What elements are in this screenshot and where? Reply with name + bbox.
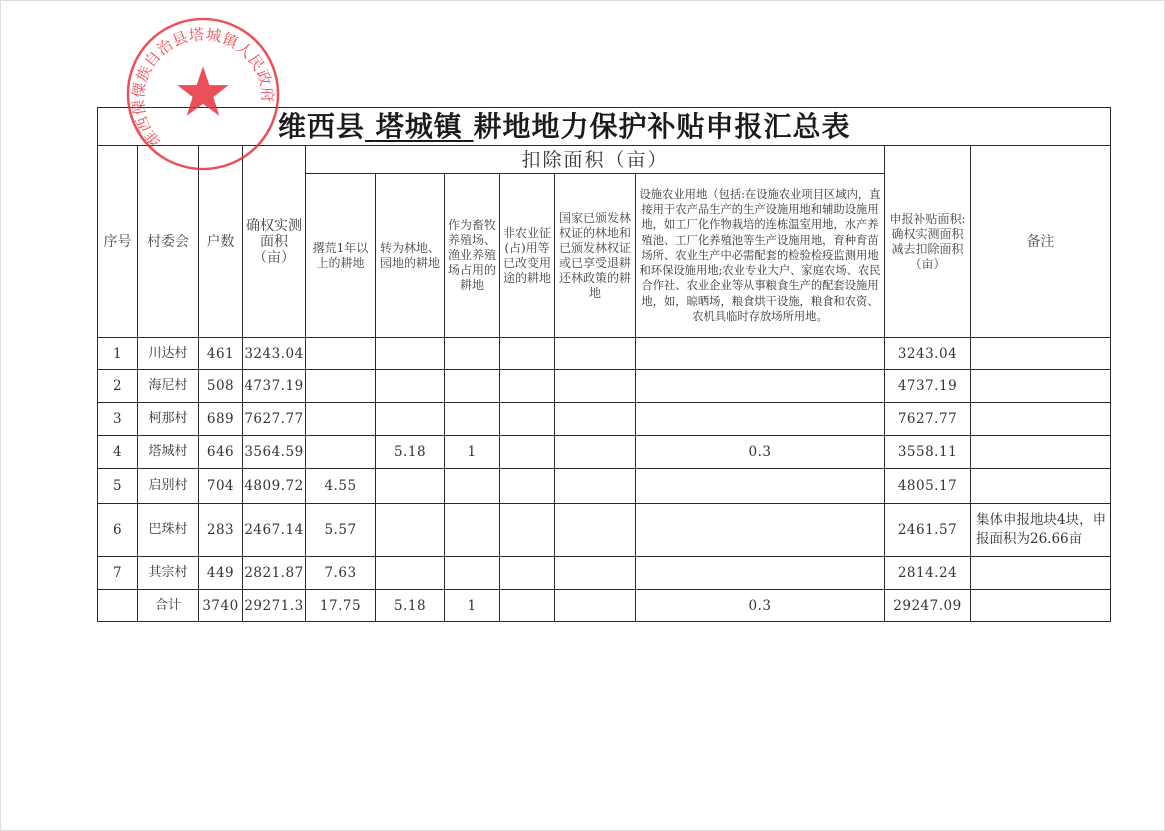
cell-households: 704 [199,469,243,504]
header-deduction-group: 扣除面积（亩） [306,146,885,174]
cell-area: 2467.14 [243,504,306,557]
table-row [98,557,1111,590]
cell-converted: 5.18 [376,590,445,622]
cell-facility: 0.3 [636,590,885,622]
cell-subsidy: 4737.19 [885,370,971,403]
cell-nonagri [500,338,555,370]
subsidy-summary-table [97,107,1111,622]
cell-households: 449 [199,557,243,590]
cell-livestock [445,469,500,504]
cell-forest [555,469,636,504]
cell-seq: 3 [98,403,138,436]
cell-subsidy: 3243.04 [885,338,971,370]
cell-note [971,338,1111,370]
title-suffix: 耕地地力保护补贴申报汇总表 [473,109,851,143]
cell-converted [376,557,445,590]
cell-subsidy: 3558.11 [885,436,971,469]
cell-area: 3243.04 [243,338,306,370]
header-subsidy-area: 申报补贴面积:确权实测面积减去扣除面积（亩） [885,146,971,338]
cell-village: 合计 [138,590,199,622]
cell-area: 29271.3 [243,590,306,622]
cell-village: 川达村 [138,338,199,370]
cell-livestock: 1 [445,590,500,622]
cell-village: 其宗村 [138,557,199,590]
cell-forest [555,370,636,403]
cell-facility [636,557,885,590]
cell-abandoned [306,403,376,436]
cell-area: 4809.72 [243,469,306,504]
cell-abandoned: 5.57 [306,504,376,557]
cell-note [971,436,1111,469]
header-remarks: 备注 [971,146,1111,338]
cell-abandoned: 17.75 [306,590,376,622]
cell-seq: 2 [98,370,138,403]
cell-livestock [445,403,500,436]
cell-facility [636,403,885,436]
cell-households: 508 [199,370,243,403]
cell-note [971,370,1111,403]
cell-nonagri [500,504,555,557]
header-facility-agriculture: 设施农业用地（包括:在设施农业项目区域内，直接用于农产品生产的生产设施用地和辅助设施用地，如工厂化作物栽培的连栋温室用地，水产养殖池、工厂化养殖池等生产设施用地，育种育苗场所、农业生产中必需配套的检验检疫监测用地和环保设施用地;农业专业大户、家庭农场、农民合作社、农业企业等从事粮食生产的配套设施用地，如，晾晒场，粮食烘干设施，粮食和农资、农机具临时存放场所用地。 [636,174,885,338]
cell-seq: 7 [98,557,138,590]
header-households: 户数 [199,146,243,338]
cell-note [971,469,1111,504]
cell-forest [555,338,636,370]
cell-seq [98,590,138,622]
cell-seq: 1 [98,338,138,370]
cell-note: 集体申报地块4块，申报面积为26.66亩 [971,504,1111,557]
cell-nonagri [500,403,555,436]
cell-village: 塔城村 [138,436,199,469]
cell-forest [555,590,636,622]
title-town [365,110,474,143]
cell-facility [636,338,885,370]
cell-subsidy: 2814.24 [885,557,971,590]
cell-forest [555,557,636,590]
table-row [98,469,1111,504]
cell-households: 461 [199,338,243,370]
cell-abandoned: 7.63 [306,557,376,590]
cell-facility [636,370,885,403]
cell-converted [376,370,445,403]
cell-livestock [445,557,500,590]
header-village: 村委会 [138,146,199,338]
cell-area: 3564.59 [243,436,306,469]
cell-abandoned [306,370,376,403]
cell-nonagri [500,370,555,403]
cell-village: 海尼村 [138,370,199,403]
cell-converted [376,469,445,504]
page-title [98,108,1111,146]
cell-village: 巴珠村 [138,504,199,557]
cell-facility: 0.3 [636,436,885,469]
cell-households: 3740 [199,590,243,622]
cell-seq: 6 [98,504,138,557]
cell-area: 4737.19 [243,370,306,403]
cell-area: 7627.77 [243,403,306,436]
cell-subsidy: 7627.77 [885,403,971,436]
cell-abandoned [306,338,376,370]
cell-facility [636,469,885,504]
cell-nonagri [500,436,555,469]
header-converted-forest: 转为林地、园地的耕地 [376,174,445,338]
header-abandoned-land: 撂荒1年以上的耕地 [306,174,376,338]
cell-converted: 5.18 [376,436,445,469]
total-row [98,590,1111,622]
cell-livestock [445,338,500,370]
cell-village: 柯那村 [138,403,199,436]
cell-note [971,403,1111,436]
header-seq: 序号 [98,146,138,338]
table-row [98,403,1111,436]
cell-converted [376,403,445,436]
header-nonagricultural-use: 非农业征(占)用等已改变用途的耕地 [500,174,555,338]
cell-note [971,557,1111,590]
table-row [98,370,1111,403]
header-measured-area: 确权实测面积（亩） [243,146,306,338]
cell-note [971,590,1111,622]
cell-area: 2821.87 [243,557,306,590]
seal-text: 维西傈僳族自治县塔城镇人民政府 [129,25,277,151]
cell-nonagri [500,557,555,590]
header-forest-certificate: 国家已颁发林权证的林地和已颁发林权证或已享受退耕还林政策的耕地 [555,174,636,338]
cell-forest [555,403,636,436]
header-livestock-fishery: 作为畜牧养殖场、渔业养殖场占用的耕地 [445,174,500,338]
cell-abandoned [306,436,376,469]
table-row [98,436,1111,469]
cell-households: 283 [199,504,243,557]
cell-converted [376,338,445,370]
cell-nonagri [500,469,555,504]
cell-livestock [445,504,500,557]
cell-converted [376,504,445,557]
title-town-text: 塔城镇 [375,109,463,143]
cell-subsidy: 29247.09 [885,590,971,622]
cell-subsidy: 4805.17 [885,469,971,504]
cell-livestock: 1 [445,436,500,469]
cell-households: 646 [199,436,243,469]
title-county: 维西县 [278,109,366,143]
cell-forest [555,504,636,557]
cell-village: 启别村 [138,469,199,504]
table-row [98,504,1111,557]
cell-households: 689 [199,403,243,436]
table-row [98,338,1111,370]
cell-abandoned: 4.55 [306,469,376,504]
cell-subsidy: 2461.57 [885,504,971,557]
cell-livestock [445,370,500,403]
cell-nonagri [500,590,555,622]
cell-seq: 4 [98,436,138,469]
cell-seq: 5 [98,469,138,504]
cell-facility [636,504,885,557]
cell-forest [555,436,636,469]
